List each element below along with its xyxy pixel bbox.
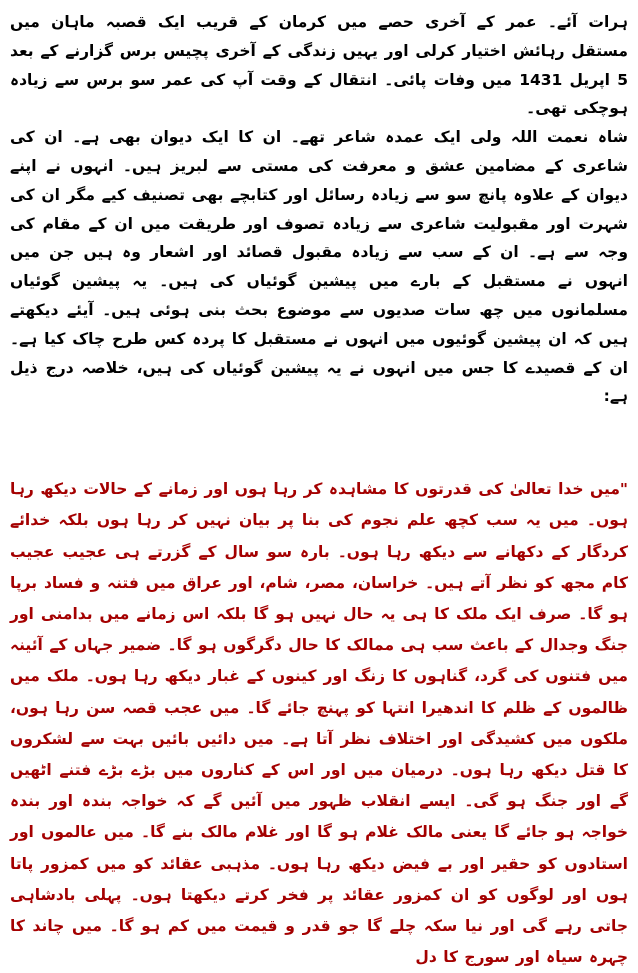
paragraph-poetry-and-prophecies: شاہ نعمت اللہ ولی ایک عمدہ شاعر تھے۔ ان کا ایک دیوان بھی ہے۔ ان کی شاعری کے مضامین عشق و معرفت کی مستی سے لبریز ہیں۔ انہوں نے اپنے دیوان کے علاوہ پانچ سو سے زیادہ رسائل اور کتابچے بھی تصنیف کیے مگر ان کی شہرت اور مقبولیت شاعری سے زیادہ تصوف اور طریقت میں ان کے مقام کی وجہ سے ہے۔ ان کے سب سے زیادہ مقبول قصائد اور اشعار وہ ہیں جن میں انہوں نے مستقبل کے بارے میں پیشین گوئیاں کی ہیں۔ یہ پیشین گوئیاں مسلمانوں میں چھ سات صدیوں سے موضوع بحث بنی ہوئی ہیں۔ آیئے دیکھتے ہیں کہ ان پیشین گوئیوں میں انہوں نے مستقبل کا پردہ کس طرح چاک کیا ہے۔ ان کے قصیدے کا جس میں انہوں نے یہ پیشین گوئیاں کی ہیں، خلاصہ درج ذیل ہے: <box>10 128 628 406</box>
paragraph-biography-ending: ہرات آئے۔ عمر کے آخری حصے میں کرمان کے قریب ایک قصبہ ماہان میں مستقل رہائش اختیار کرلی اور یہیں زندگی کے آخری پچیس برس گزارنے کے بعد 5 اپریل 1431 میں وفات پائی۔ انتقال کے وقت آپ کی عمر سو برس سے زیادہ ہوچکی تھی۔ <box>10 13 628 118</box>
paragraph-prophecy-summary-quote: "میں خدا تعالیٰ کی قدرتوں کا مشاہدہ کر رہا ہوں اور زمانے کے حالات دیکھ رہا ہوں۔ میں یہ سب کچھ علم نجوم کی بنا پر بیان نہیں کر رہا ہوں بلکہ خدائے کردگار کے دکھانے سے دیکھ رہا ہوں۔ بارہ سو سال کے گزرتے ہی عجیب عجیب کام مجھ کو نظر آتے ہیں۔ خراسان، مصر، شام، اور عراق میں فتنہ و فساد برپا ہو گا۔ صرف ایک ملک کا ہی یہ حال نہیں ہو گا بلکہ اس زمانے میں بدامنی اور جنگ وجدال کے باعث سب ہی ممالک کا حال دگرگوں ہو گا۔ ضمیر جہاں کے آئینہ میں فتنوں کی گرد، گناہوں کا زنگ اور کینوں کے غبار دیکھ رہا ہوں۔ ملک میں ظالموں کے ظلم کا اندھیرا انتہا کو پہنچ جائے گا۔ میں عجب قصہ سن رہا ہوں، ملکوں میں کشیدگی اور اختلاف نظر آتا ہے۔ میں دائیں بائیں بہت سے لشکروں کا قتل دیکھ رہا ہوں۔ درمیان میں اور اس کے کناروں میں بڑے بڑے فتنے اٹھیں گے اور جنگ ہو گی۔ ایسے انقلاب ظہور میں آئیں گے کہ خواجہ بندہ اور بندہ خواجہ ہو جائے گا یعنی مالک غلام ہو گا اور غلام مالک بنے گا۔ میں عالموں اور استادوں کو حقیر اور بے فیض دیکھ رہا ہوں۔ مذہبی عقائد کو میں کمزور پاتا ہوں اور لوگوں کو ان کمزور عقائد پر فخر کرتے دیکھتا ہوں۔ پہلی بادشاہی جاتی رہے گی اور نیا سکہ چلے گا جو قدر و قیمت میں کم ہو گا۔ میں چاند کا چہرہ سیاہ اور سورج کا دل <box>10 480 628 967</box>
